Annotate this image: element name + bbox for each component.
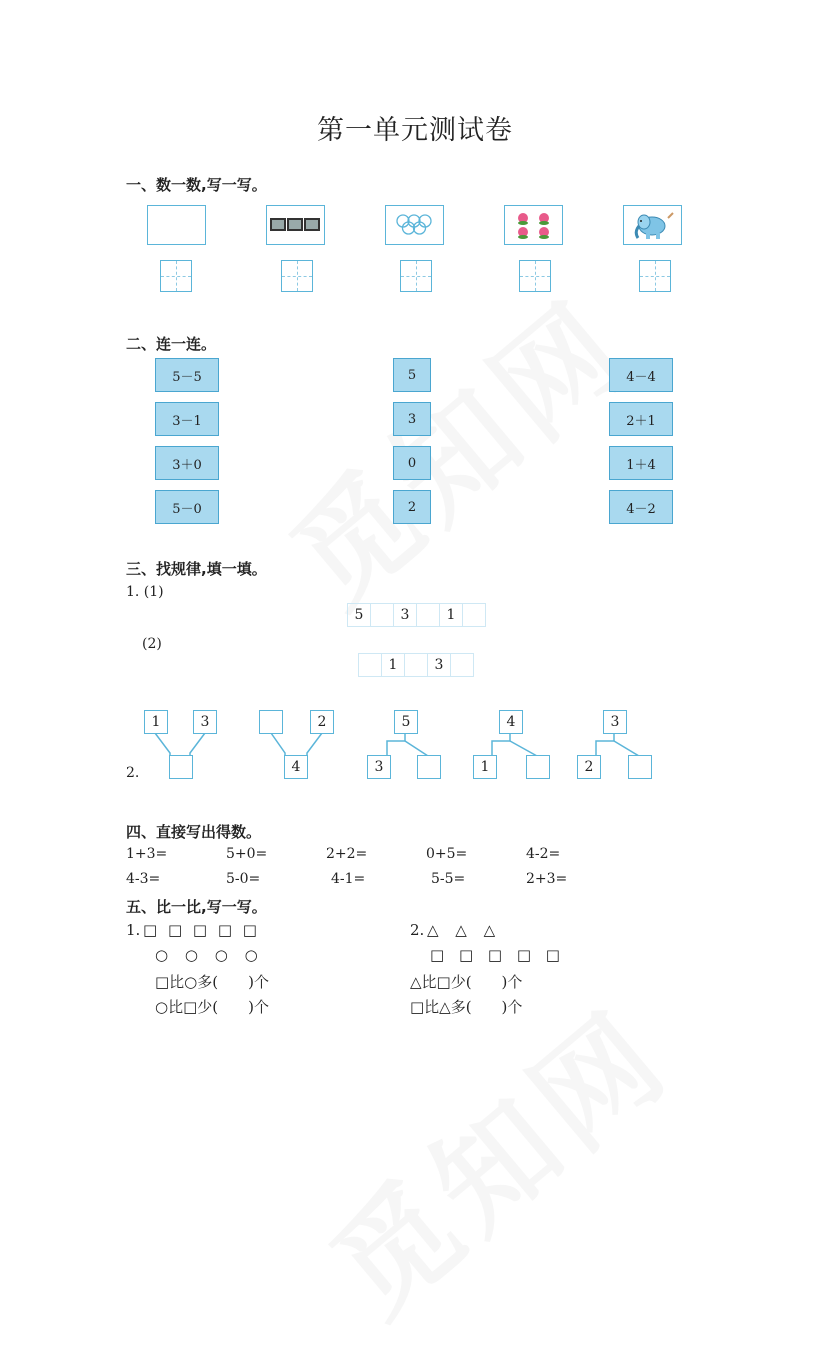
left-card[interactable]: 5－0: [155, 490, 219, 524]
arithmetic-item[interactable]: 5-0=: [226, 871, 261, 887]
section1-heading: 一、数一数,写一写。: [126, 176, 267, 194]
bond-box: 3: [367, 755, 391, 779]
bond-box: 4: [499, 710, 523, 734]
question-label: 2.: [126, 765, 140, 781]
section3-heading: 三、找规律,填一填。: [126, 560, 267, 578]
bond-box: 4: [284, 755, 308, 779]
bond-blank[interactable]: [526, 755, 550, 779]
middle-card[interactable]: 0: [393, 446, 431, 480]
right-card[interactable]: 4－4: [609, 358, 673, 392]
left-card[interactable]: 3＋0: [155, 446, 219, 480]
right-card[interactable]: 2＋1: [609, 402, 673, 436]
section4-heading: 四、直接写出得数。: [126, 823, 262, 841]
square-row: □ □ □ □ □: [143, 921, 260, 939]
circle-row: ○ ○ ○ ○: [155, 946, 264, 964]
question-label: 1.: [126, 921, 141, 939]
bond-box: 3: [193, 710, 217, 734]
arithmetic-item[interactable]: 5-5=: [431, 871, 466, 887]
section2-heading: 二、连一连。: [126, 335, 217, 353]
question-label: 2.: [410, 921, 425, 939]
sequence-cell: 3: [393, 603, 417, 627]
bond-box: 2: [310, 710, 334, 734]
left-card[interactable]: 3－1: [155, 402, 219, 436]
arithmetic-item[interactable]: 4-3=: [126, 871, 161, 887]
right-card[interactable]: 1＋4: [609, 446, 673, 480]
compare-line[interactable]: □比○多( )个: [155, 973, 269, 991]
middle-card[interactable]: 3: [393, 402, 431, 436]
question-label: 1. (1): [126, 584, 164, 600]
bond-blank[interactable]: [259, 710, 283, 734]
page-title: 第一单元测试卷: [317, 115, 513, 146]
arithmetic-item[interactable]: 2+2=: [326, 846, 368, 862]
bond-box: 3: [603, 710, 627, 734]
question-label: (2): [142, 636, 162, 652]
arithmetic-item[interactable]: 4-2=: [526, 846, 561, 862]
compare-line[interactable]: △比□少( )个: [410, 973, 523, 991]
triangle-row: △ △ △: [427, 921, 502, 939]
bond-box: 5: [394, 710, 418, 734]
arithmetic-item[interactable]: 0+5=: [426, 846, 468, 862]
compare-line[interactable]: ○比□少( )个: [155, 998, 269, 1016]
bond-blank[interactable]: [628, 755, 652, 779]
arithmetic-item[interactable]: 1+3=: [126, 846, 168, 862]
right-card[interactable]: 4－2: [609, 490, 673, 524]
arithmetic-item[interactable]: 2+3=: [526, 871, 568, 887]
sequence-cell: 5: [347, 603, 371, 627]
bond-blank[interactable]: [169, 755, 193, 779]
section5-heading: 五、比一比,写一写。: [126, 898, 267, 916]
arithmetic-item[interactable]: 4-1=: [331, 871, 366, 887]
middle-card[interactable]: 2: [393, 490, 431, 524]
bond-blank[interactable]: [417, 755, 441, 779]
sequence-cell: 1: [439, 603, 463, 627]
bond-box: 1: [473, 755, 497, 779]
arithmetic-item[interactable]: 5+0=: [226, 846, 268, 862]
sequence-cell: 1: [381, 653, 405, 677]
compare-line[interactable]: □比△多( )个: [410, 998, 523, 1016]
bond-box: 1: [144, 710, 168, 734]
sequence-cell: 3: [427, 653, 451, 677]
left-card[interactable]: 5－5: [155, 358, 219, 392]
bond-box: 2: [577, 755, 601, 779]
middle-card[interactable]: 5: [393, 358, 431, 392]
square-row: □ □ □ □ □: [430, 946, 565, 964]
